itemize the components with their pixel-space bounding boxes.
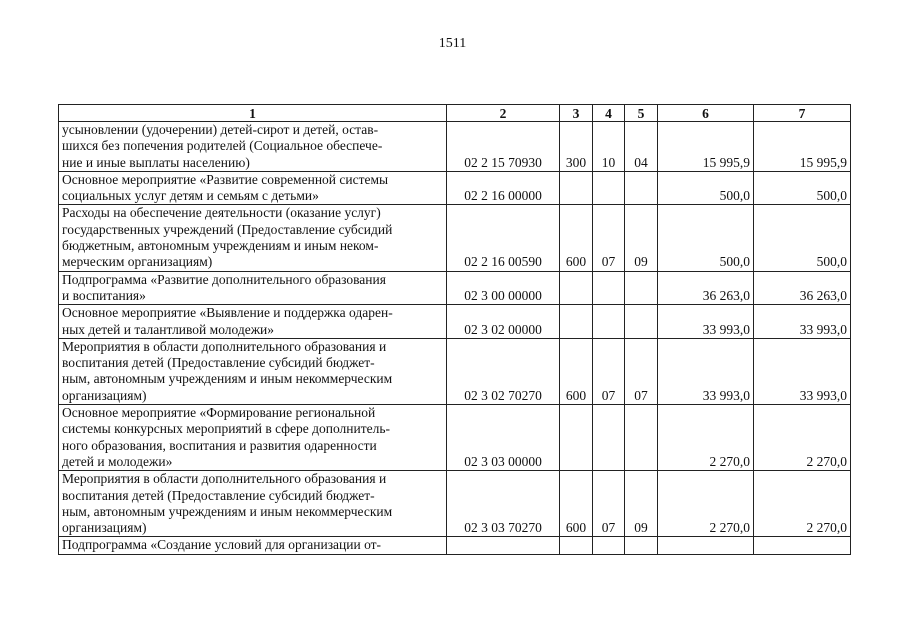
column-header-4: 4: [593, 105, 625, 122]
row-col3: 600: [560, 471, 593, 537]
row-col6: [658, 537, 754, 554]
row-code: [447, 537, 560, 554]
row-name: Мероприятия в области дополнительного образования и воспитания детей (Предоставление субсидий бюджет- ным, автономным учреждениям и иным некоммерческим организациям): [59, 338, 447, 404]
row-col7: 500,0: [754, 171, 851, 205]
row-col6: 500,0: [658, 171, 754, 205]
column-header-5: 5: [625, 105, 658, 122]
row-col6: 2 270,0: [658, 405, 754, 471]
row-col5: [625, 271, 658, 305]
row-name: Мероприятия в области дополнительного образования и воспитания детей (Предоставление субсидий бюджет- ным, автономным учреждениям и иным некоммерческим организациям): [59, 471, 447, 537]
row-col3: 600: [560, 338, 593, 404]
row-col3: [560, 305, 593, 339]
row-name: Подпрограмма «Развитие дополнительного образования и воспитания»: [59, 271, 447, 305]
row-code: 02 3 00 00000: [447, 271, 560, 305]
header-row: [59, 105, 851, 122]
row-col7: 33 993,0: [754, 338, 851, 404]
table-row: [59, 271, 851, 305]
row-name: Подпрограмма «Создание условий для организации от-: [59, 537, 447, 554]
row-col4: 10: [593, 122, 625, 172]
row-col4: [593, 171, 625, 205]
row-col4: 07: [593, 338, 625, 404]
row-col4: [593, 537, 625, 554]
table-row: [59, 122, 851, 172]
row-col5: [625, 171, 658, 205]
column-header-1: 1: [59, 105, 447, 122]
row-col5: 09: [625, 205, 658, 271]
row-code: 02 2 16 00590: [447, 205, 560, 271]
row-col6: 15 995,9: [658, 122, 754, 172]
row-col6: 2 270,0: [658, 471, 754, 537]
row-col7: 500,0: [754, 205, 851, 271]
table-row: [59, 205, 851, 271]
table-row: [59, 305, 851, 339]
row-code: 02 3 02 70270: [447, 338, 560, 404]
row-col7: 36 263,0: [754, 271, 851, 305]
row-name: Основное мероприятие «Развитие современной системы социальных услуг детям и семьям с детьми»: [59, 171, 447, 205]
page-number: 1511: [438, 36, 467, 51]
row-col3: [560, 171, 593, 205]
row-col3: [560, 537, 593, 554]
row-col5: [625, 405, 658, 471]
row-name: Основное мероприятие «Выявление и поддержка одарен- ных детей и талантливой молодежи»: [59, 305, 447, 339]
row-code: 02 2 16 00000: [447, 171, 560, 205]
row-col5: [625, 305, 658, 339]
row-col4: [593, 405, 625, 471]
table-row: [59, 471, 851, 537]
row-name: усыновлении (удочерении) детей-сирот и детей, остав- шихся без попечения родителей (Социальное обеспече- ние и иные выплаты населению): [59, 122, 447, 172]
row-name: Основное мероприятие «Формирование региональной системы конкурсных мероприятий в сфере дополнитель- ного образования, воспитания и развития одаренности детей и молодежи»: [59, 405, 447, 471]
row-col7: 15 995,9: [754, 122, 851, 172]
row-col3: [560, 405, 593, 471]
table-row: [59, 537, 851, 554]
row-col6: 33 993,0: [658, 338, 754, 404]
row-code: 02 2 15 70930: [447, 122, 560, 172]
column-header-2: 2: [447, 105, 560, 122]
row-col6: 500,0: [658, 205, 754, 271]
column-header-7: 7: [754, 105, 851, 122]
table-row: [59, 338, 851, 404]
table-row: [59, 171, 851, 205]
row-col3: [560, 271, 593, 305]
row-col4: 07: [593, 205, 625, 271]
row-col4: [593, 305, 625, 339]
row-col5: 07: [625, 338, 658, 404]
row-col7: 2 270,0: [754, 471, 851, 537]
row-col4: 07: [593, 471, 625, 537]
row-col7: 33 993,0: [754, 305, 851, 339]
budget-table: [58, 104, 851, 555]
row-col3: 300: [560, 122, 593, 172]
row-col3: 600: [560, 205, 593, 271]
column-header-6: 6: [658, 105, 754, 122]
row-code: 02 3 02 00000: [447, 305, 560, 339]
row-col5: 09: [625, 471, 658, 537]
row-code: 02 3 03 70270: [447, 471, 560, 537]
row-col7: 2 270,0: [754, 405, 851, 471]
row-col7: [754, 537, 851, 554]
row-col6: 33 993,0: [658, 305, 754, 339]
column-header-3: 3: [560, 105, 593, 122]
table-row: [59, 405, 851, 471]
row-col5: [625, 537, 658, 554]
row-code: 02 3 03 00000: [447, 405, 560, 471]
row-col5: 04: [625, 122, 658, 172]
row-col4: [593, 271, 625, 305]
row-col6: 36 263,0: [658, 271, 754, 305]
row-name: Расходы на обеспечение деятельности (оказание услуг) государственных учреждений (Предоставление субсидий бюджетным, автономным учреждениям и иным неком- мерческим организациям): [59, 205, 447, 271]
